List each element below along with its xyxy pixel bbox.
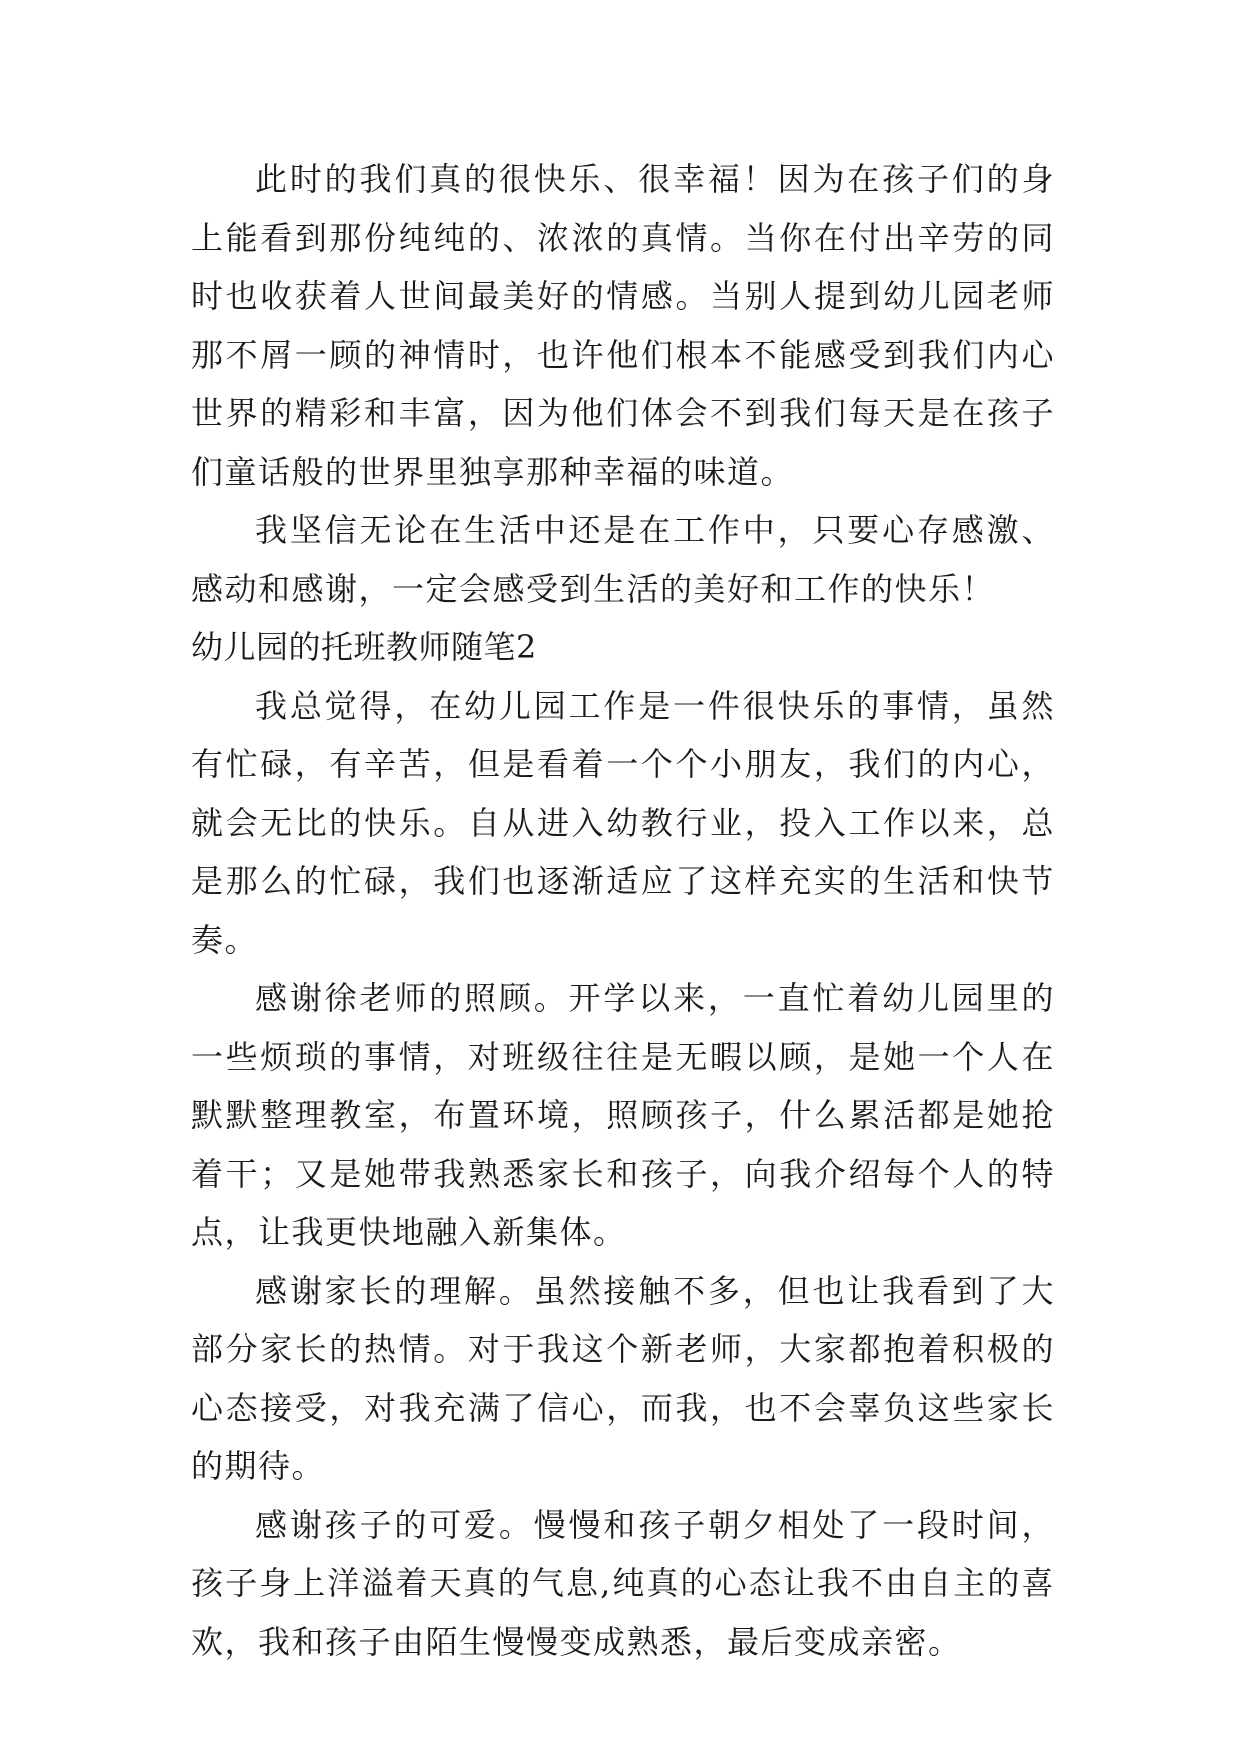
paragraph-work-joy: 我总觉得，在幼儿园工作是一件很快乐的事情，虽然有忙碌，有辛苦，但是看着一个个小朋友，我们的内心，就会无比的快乐。自从进入幼教行业，投入工作以来，总是那么的忙碌，我们也逐渐适应了这样充实的生活和快节奏。 [191, 686, 1055, 959]
paragraph-thanks-parents: 感谢家长的理解。虽然接触不多，但也让我看到了大部分家长的热情。对于我这个新老师，大家都抱着积极的心态接受，对我充满了信心，而我，也不会辜负这些家长的期待。 [191, 1271, 1055, 1485]
section-heading: 幼儿园的托班教师随笔2 [191, 628, 537, 666]
paragraph-thanks-teacher: 感谢徐老师的照顾。开学以来，一直忙着幼儿园里的一些烦琐的事情，对班级往往是无暇以顾，是她一个人在默默整理教室，布置环境，照顾孩子，什么累活都是她抢着干；又是她带我熟悉家长和孩子，向我介绍每个人的特点，让我更快地融入新集体。 [191, 979, 1055, 1251]
paragraph-happiness: 此时的我们真的很快乐、很幸福！因为在孩子们的身上能看到那份纯纯的、浓浓的真情。当你在付出辛劳的同时也收获着人世间最美好的情感。当别人提到幼儿园老师那不屑一顾的神情时，也许他们根本不能感受到我们内心世界的精彩和丰富，因为他们体会不到我们每天是在孩子们童话般的世界里独享那种幸福的味道。 [191, 160, 1055, 491]
document-page [191, 150, 1055, 1671]
paragraph-thanks-children: 感谢孩子的可爱。慢慢和孩子朝夕相处了一段时间，孩子身上洋溢着天真的气息,纯真的心态让我不由自主的喜欢，我和孩子由陌生慢慢变成熟悉，最后变成亲密。 [191, 1505, 1055, 1661]
paragraph-gratitude: 我坚信无论在生活中还是在工作中，只要心存感激、感动和感谢，一定会感受到生活的美好和工作的快乐！ [191, 511, 1055, 608]
